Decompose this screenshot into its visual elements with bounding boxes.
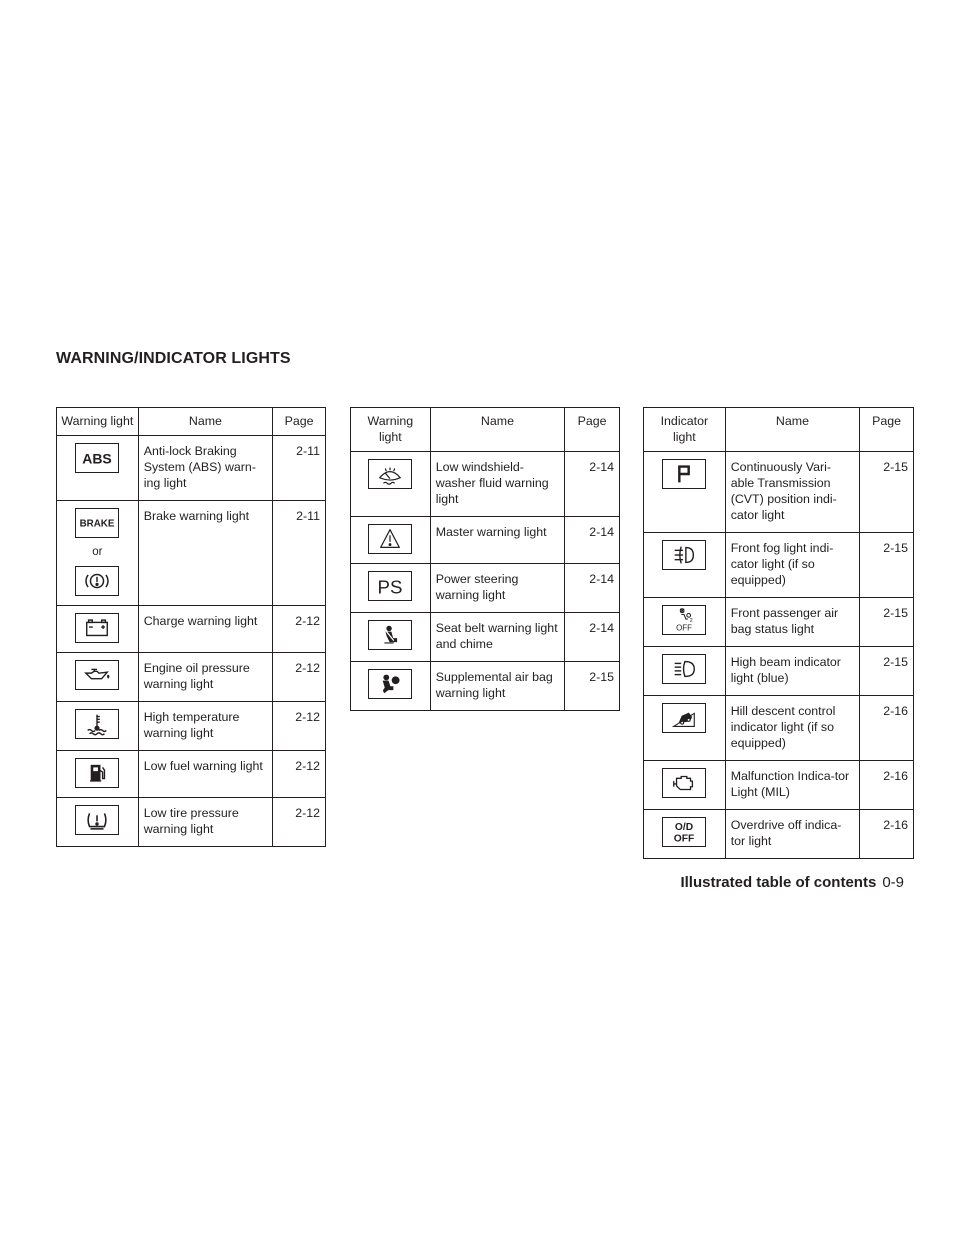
cvt-position-icon	[662, 459, 706, 489]
table-row	[351, 662, 620, 711]
brake-circle-icon	[75, 566, 119, 596]
table-row	[644, 533, 914, 598]
page-ref: 2-15	[860, 452, 914, 533]
light-name: Seat belt warning light and chime	[430, 613, 564, 662]
engine-malfunction-icon	[662, 768, 706, 798]
page-ref: 2-12	[273, 702, 326, 751]
light-name: Hill descent control indicator light (if so equipped)	[725, 696, 859, 761]
abs-icon	[75, 443, 119, 473]
col-header-name: Name	[138, 408, 272, 436]
oil-can-icon	[75, 660, 119, 690]
light-name: Malfunction Indica-tor Light (MIL)	[725, 761, 859, 810]
table-row	[57, 751, 326, 798]
indicator-lights-table	[643, 407, 914, 859]
page-ref: 2-12	[273, 798, 326, 847]
table-row	[57, 436, 326, 501]
fuel-pump-icon	[75, 758, 119, 788]
passenger-airbag-off-label: OFF	[676, 623, 693, 633]
light-name: Overdrive off indica-tor light	[725, 810, 859, 859]
col-header-name: Name	[430, 408, 564, 452]
light-name: High temperature warning light	[138, 702, 272, 751]
brake-text-icon	[75, 508, 119, 538]
hill-descent-icon	[662, 703, 706, 733]
table-row	[644, 598, 914, 647]
page-ref: 2-14	[565, 517, 620, 564]
od-off-icon	[662, 817, 706, 847]
light-name: Low tire pressure warning light	[138, 798, 272, 847]
od-off-label-line2: OFF	[674, 833, 695, 845]
col-header-light: Indicator light	[644, 408, 726, 452]
light-name: Brake warning light	[138, 501, 272, 606]
table-row	[351, 517, 620, 564]
col-header-name: Name	[725, 408, 859, 452]
light-name: Charge warning light	[138, 606, 272, 653]
svg-text:ABS: ABS	[82, 450, 113, 467]
table-row	[644, 810, 914, 859]
battery-icon	[75, 613, 119, 643]
table-row	[57, 606, 326, 653]
table-row	[351, 452, 620, 517]
light-name: Low fuel warning light	[138, 751, 272, 798]
footer-page-number: 0-9	[882, 874, 904, 891]
page-ref: 2-16	[860, 810, 914, 859]
page-ref: 2-12	[273, 751, 326, 798]
page-ref: 2-15	[860, 598, 914, 647]
light-name: Low windshield-washer fluid warning light	[430, 452, 564, 517]
light-name: Engine oil pressure warning light	[138, 653, 272, 702]
svg-text:BRAKE: BRAKE	[79, 518, 115, 530]
table-row	[351, 613, 620, 662]
page-ref: 2-14	[565, 613, 620, 662]
col-header-light: Warning light	[351, 408, 431, 452]
col-header-light: Warning light	[57, 408, 139, 436]
page-heading: WARNING/INDICATOR LIGHTS	[56, 350, 291, 367]
light-name: Front fog light indi-cator light (if so equipped)	[725, 533, 859, 598]
page-ref: 2-12	[273, 653, 326, 702]
table-row	[644, 761, 914, 810]
table-row	[57, 501, 326, 606]
thermometer-icon	[75, 709, 119, 739]
tire-pressure-icon	[75, 805, 119, 835]
master-warning-icon	[368, 524, 412, 554]
page-ref: 2-12	[273, 606, 326, 653]
washer-fluid-icon	[368, 459, 412, 489]
light-name: Continuously Vari-able Transmission (CVT) position indi-cator light	[725, 452, 859, 533]
light-name: Front passenger air bag status light	[725, 598, 859, 647]
od-off-label-line1: O/D	[675, 822, 694, 834]
table-row	[57, 798, 326, 847]
airbag-icon	[368, 669, 412, 699]
col-header-page: Page	[565, 408, 620, 452]
page-ref: 2-16	[860, 696, 914, 761]
page-ref: 2-15	[860, 647, 914, 696]
table-row	[57, 702, 326, 751]
light-name: Power steering warning light	[430, 564, 564, 613]
light-name: Master warning light	[430, 517, 564, 564]
high-beam-icon	[662, 654, 706, 684]
seat-belt-icon	[368, 620, 412, 650]
svg-text:2: 2	[689, 617, 694, 624]
page-ref: 2-15	[565, 662, 620, 711]
page-ref: 2-14	[565, 452, 620, 517]
page-footer	[680, 874, 904, 891]
page-ref: 2-15	[860, 533, 914, 598]
light-name: Supplemental air bag warning light	[430, 662, 564, 711]
light-name: Anti-lock Braking System (ABS) warn-ing light	[138, 436, 272, 501]
table-row	[351, 564, 620, 613]
col-header-page: Page	[273, 408, 326, 436]
front-fog-icon	[662, 540, 706, 570]
col-header-page: Page	[860, 408, 914, 452]
table-row	[57, 653, 326, 702]
light-name: High beam indicator light (blue)	[725, 647, 859, 696]
power-steering-icon	[368, 571, 412, 601]
page-ref: 2-16	[860, 761, 914, 810]
footer-title: Illustrated table of contents	[680, 874, 877, 891]
page-ref: 2-11	[273, 436, 326, 501]
power-steering-icon-label: PS	[377, 576, 403, 598]
table-row	[644, 696, 914, 761]
passenger-airbag-off-icon	[662, 605, 706, 635]
or-label: or	[92, 546, 103, 558]
page-ref: 2-11	[273, 501, 326, 606]
table-row	[644, 647, 914, 696]
warning-lights-table-1	[56, 407, 326, 847]
page-ref: 2-14	[565, 564, 620, 613]
table-row	[644, 452, 914, 533]
warning-lights-table-2	[350, 407, 620, 711]
